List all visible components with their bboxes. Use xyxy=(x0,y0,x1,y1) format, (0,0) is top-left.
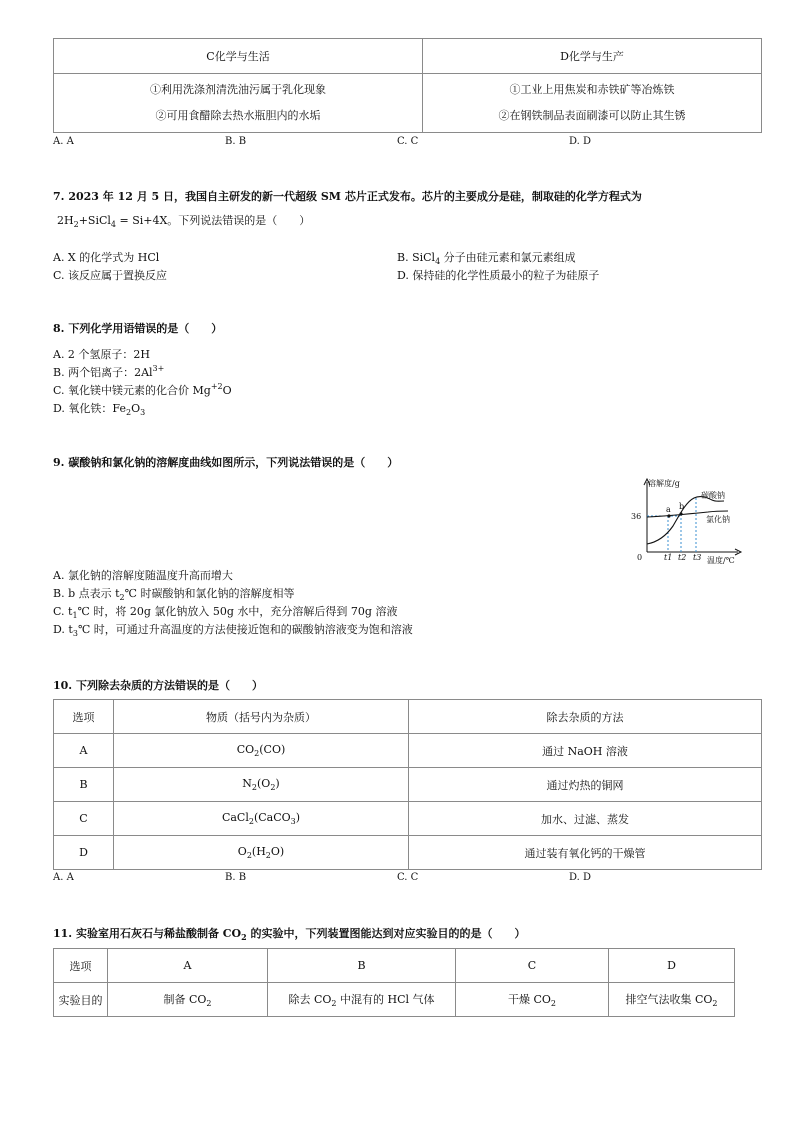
chart-origin: 0 xyxy=(637,553,643,562)
cell-d xyxy=(423,74,762,133)
q10-row-d-substance: $O_2(H_2O)$ xyxy=(114,836,409,870)
c-item-2: ②可用食醋除去热水瓶胆内的水垢 xyxy=(155,109,321,122)
q8-option-c-pre: C. 氧化镁中镁元素的化合价 Mg xyxy=(53,384,211,397)
q9-option-a[interactable]: A. 氯化钠的溶解度随温度升高而增大 xyxy=(53,569,233,582)
q6-option-d[interactable]: D. D xyxy=(569,136,592,147)
q11-purpose-b: 除去 $CO_2$ 中混有的 HCl 气体 xyxy=(268,983,456,1017)
q10-row-a-substance: $CO_2(CO)$ xyxy=(114,734,409,768)
chart-point-label-a: a xyxy=(666,505,671,514)
chart-xlabel: 温度/℃ xyxy=(707,556,735,565)
d-item-2: ②在钢铁制品表面刷漆可以防止其生锈 xyxy=(498,109,686,122)
q9-option-c-post: ℃ 时，将 20g 氯化钠放入 50g 水中，充分溶解后得到 70g 溶液 xyxy=(77,605,398,618)
q11-purpose-b-post: 中混有的 HCl 气体 xyxy=(336,993,435,1006)
q10-row-b-substance: $N_2(O_2)$ xyxy=(114,768,409,802)
chart-ylabel: 溶解度/g xyxy=(648,479,680,488)
c-item-1: ①利用洗涤剂清洗油污属于乳化现象 xyxy=(150,83,326,96)
q9-option-b-pre: B. b 点表示 t xyxy=(53,587,120,600)
q11-title: 11. 实验室用石灰石与稀盐酸制备 $CO_2$ 的实验中，下列装置图能达到对应实验目的的是（ ） xyxy=(53,927,526,942)
q8-option-b-pre: B. 两个铝离子：2Al xyxy=(53,366,153,379)
q11-header-c: C xyxy=(456,949,609,983)
chart-ytick-36: 36 xyxy=(631,512,642,521)
q6-option-c[interactable]: C. C xyxy=(397,136,419,147)
d-item-1: ①工业上用焦炭和赤铁矿等冶炼铁 xyxy=(509,83,675,96)
chart-xtick-t1: t1 xyxy=(664,553,673,562)
q10-row-c-method: 加水、过滤、蒸发 xyxy=(409,802,762,836)
q8-option-d-pre: D. 氧化铁：Fe xyxy=(53,402,126,415)
q11-purpose-d-text: 排空气法收集 CO xyxy=(625,993,713,1006)
q10-option-b[interactable]: B. B xyxy=(225,872,247,883)
chart-series-label-sodium-chloride: 氯化钠 xyxy=(706,515,730,524)
q7-option-b-post: 分子由硅元素和氯元素组成 xyxy=(440,251,576,264)
q9-option-d-post: ℃ 时，可通过升高温度的方法使接近饱和的碳酸钠溶液变为饱和溶液 xyxy=(77,623,413,636)
q10-row-d-option: D xyxy=(54,836,114,870)
cell-c xyxy=(54,74,423,133)
q11-header-d: D xyxy=(609,949,735,983)
q7-option-b-pre: B. SiCl xyxy=(397,251,436,264)
q8-title: 8. 下列化学用语错误的是（ ） xyxy=(53,322,223,335)
header-d: D化学与生产 xyxy=(423,39,762,74)
q10-row-b-option: B xyxy=(54,768,114,802)
q11-header-a: A xyxy=(108,949,268,983)
table-row xyxy=(54,768,762,802)
chart-series-label-sodium-carbonate: 碳酸钠 xyxy=(701,491,725,500)
q11-purpose-a: 制备 $CO_2$ xyxy=(108,983,268,1017)
q11-header-b: B xyxy=(268,949,456,983)
chart-point-a xyxy=(667,514,670,517)
q9-option-b[interactable] xyxy=(53,585,294,602)
q11-purpose-b-pre: 除去 CO xyxy=(288,993,332,1006)
q7-option-d[interactable]: D. 保持硅的化学性质最小的粒子为硅原子 xyxy=(397,269,600,282)
q10-option-d[interactable]: D. D xyxy=(569,872,592,883)
chart-point-label-b: b xyxy=(679,502,685,511)
q9-option-d-sub: 3 xyxy=(72,629,78,638)
q10-row-d-method: 通过装有氧化钙的干燥管 xyxy=(409,836,762,870)
q8-option-c-post: O xyxy=(222,384,232,397)
q10-option-c[interactable]: C. C xyxy=(397,872,419,883)
q8-option-a[interactable]: A. 2 个氢原子：2H xyxy=(53,348,151,361)
q6-option-a[interactable]: A. A xyxy=(53,136,74,147)
q9-title: 9. 碳酸钠和氯化钠的溶解度曲线如图所示，下列说法错误的是（ ） xyxy=(53,456,399,469)
q8-option-b-sup: 3+ xyxy=(152,364,165,373)
q9-option-d[interactable] xyxy=(53,621,413,638)
q8-option-c-sup: +2 xyxy=(210,382,223,391)
q9-option-c[interactable] xyxy=(53,603,397,620)
q11-table xyxy=(53,948,735,1017)
table-row xyxy=(54,734,762,768)
q8-option-c[interactable] xyxy=(53,382,232,398)
q9-option-c-pre: C. t xyxy=(53,605,73,618)
q7-equation-tail: = Si+4X。下列说法错误的是（ ） xyxy=(116,214,311,227)
q11-title-pre: 11. 实验室用石灰石与稀盐酸制备 CO xyxy=(53,927,242,940)
q10-row-a-option: A xyxy=(54,734,114,768)
chart-xtick-t2: t2 xyxy=(678,553,687,562)
q10-row-a-method: 通过 NaOH 溶液 xyxy=(409,734,762,768)
q9-option-b-post: ℃ 时碳酸钠和氯化钠的溶解度相等 xyxy=(124,587,295,600)
q11-purpose-c: 干燥 $CO_2$ xyxy=(456,983,609,1017)
q11-purpose-d: 排空气法收集 $CO_2$ xyxy=(609,983,735,1017)
q9-option-c-sub: 1 xyxy=(72,611,78,620)
chart-point-b xyxy=(679,512,682,515)
q9-option-b-sub: 2 xyxy=(119,593,125,602)
q10-row-c-option: C xyxy=(54,802,114,836)
q7-option-a[interactable]: A. X 的化学式为 HCl xyxy=(53,251,160,264)
q7-equation: $2H_2+SiCl_4 = Si+4X$。下列说法错误的是（ ） xyxy=(57,214,311,229)
q11-header-option: 选项 xyxy=(54,949,108,983)
q10-table xyxy=(53,699,762,870)
q8-option-b[interactable] xyxy=(53,364,164,380)
table-row xyxy=(54,836,762,870)
q11-purpose-c-text: 干燥 CO xyxy=(507,993,551,1006)
q10-title: 10. 下列除去杂质的方法错误的是（ ） xyxy=(53,679,263,692)
q10-header-method: 除去杂质的方法 xyxy=(409,700,762,734)
solubility-chart xyxy=(628,474,748,568)
q10-row-b-method: 通过灼热的铜网 xyxy=(409,768,762,802)
q9-option-d-pre: D. t xyxy=(53,623,73,636)
q6-option-b[interactable]: B. B xyxy=(225,136,247,147)
chart-xtick-t3: t3 xyxy=(693,553,702,562)
q10-header-option: 选项 xyxy=(54,700,114,734)
q7-option-c[interactable]: C. 该反应属于置换反应 xyxy=(53,269,168,282)
q11-title-post: 的实验中，下列装置图能达到对应实验目的的是（ ） xyxy=(246,927,526,940)
q7-title: 7. 2023 年 12 月 5 日，我国自主研发的新一代超级 SM 芯片正式发布。芯片的主要成分是硅，制取硅的化学方程式为 xyxy=(53,190,642,203)
q10-row-c-substance: CaCl$_2$(CaCO$_3$) xyxy=(114,802,409,836)
q11-purpose-label: 实验目的 xyxy=(54,983,108,1017)
q8-option-d-mid: O xyxy=(131,402,141,415)
table-cd xyxy=(53,38,762,133)
q10-option-a[interactable]: A. A xyxy=(53,872,74,883)
q7-option-b[interactable]: B. SiCl$_4$ 分子由硅元素和氯元素组成 xyxy=(397,251,576,266)
q8-option-d[interactable]: D. 氧化铁：$Fe_2O_3$ xyxy=(53,402,146,417)
q11-purpose-a-text: 制备 CO xyxy=(163,993,207,1006)
q10-header-substance: 物质（括号内为杂质） xyxy=(114,700,409,734)
table-row xyxy=(54,802,762,836)
header-c: C化学与生活 xyxy=(54,39,423,74)
